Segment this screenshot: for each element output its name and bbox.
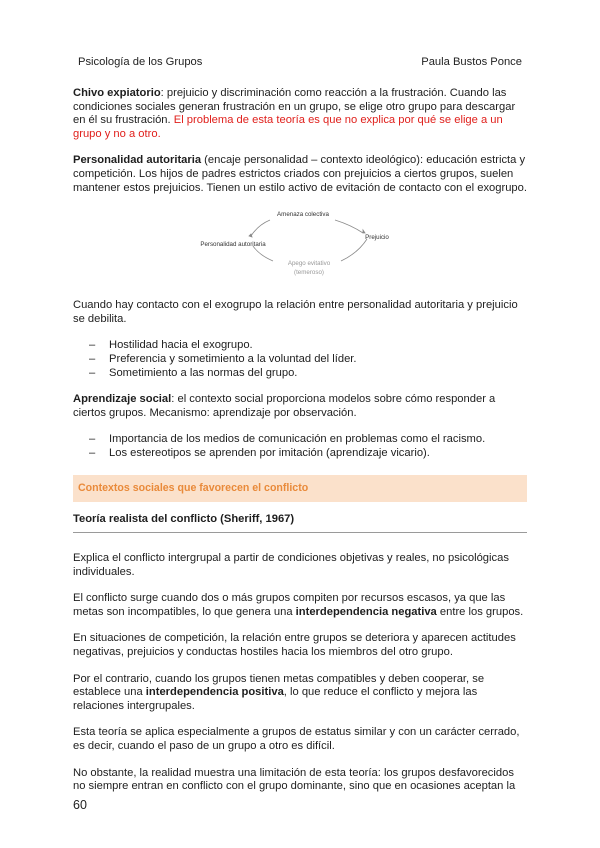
- paragraph-1: Explica el conflicto intergrupal a partir de condiciones objetivas y reales, no psicológicas individuales.: [73, 552, 509, 578]
- header-course-title: Psicología de los Grupos: [78, 56, 203, 68]
- arrowhead-1: [249, 234, 252, 237]
- paragraph-5: Esta teoría se aplica especialmente a grupos de estatus similar y con un carácter cerrado, es decir, cuando el paso de un grupo a otro es difícil.: [73, 726, 520, 753]
- page-number: 60: [73, 798, 87, 812]
- section-divider: [73, 532, 527, 533]
- personality-diagram: [73, 203, 527, 289]
- aprendizaje-social-term: Aprendizaje social: [73, 393, 172, 406]
- section-banner: Contextos sociales que favorecen el conflicto: [73, 475, 527, 502]
- chivo-expiatorio-text: : prejuicio y discriminación como reacción a la frustración. Cuando las condiciones sociales generan frustración en un grupo, se elige otro grupo para descargar en él su frustración.: [73, 87, 516, 127]
- arrow-right-to-bottom: [341, 239, 367, 261]
- aprendizaje-social-paragraph: [73, 393, 527, 420]
- paragraph-2-text-a: El conflicto surge cuando dos o más grupos compiten por recursos escasos, ya que las metas son incompatibles, lo que genera una: [73, 592, 506, 618]
- list-item: – Importancia de los medios de comunicación en problemas como el racismo.: [89, 433, 527, 447]
- diagram-label-bottom-line1: Apego evitativo: [287, 260, 331, 268]
- paragraph-4-text-a: Por el contrario, cuando los grupos tienen metas compatibles y deben cooperar, se establece una: [73, 672, 485, 699]
- paragraph-4-text-c: , lo que reduce el conflicto y mejora las relaciones intergrupales.: [73, 686, 478, 712]
- personalidad-autoritaria-term: Personalidad autoritaria: [73, 154, 202, 167]
- chivo-expiatorio-critique: El problema de esta teoría es que no explica por qué se elige a un grupo y no a otro.: [73, 114, 503, 140]
- paragraph-4: [73, 673, 527, 714]
- diagram-label-top: Amenaza colectiva: [277, 211, 329, 219]
- aprendizaje-social-text: : el contexto social proporciona modelos sobre cómo responder a ciertos grupos. Mecanismo: aprendizaje por observación.: [73, 393, 496, 419]
- page-header: [78, 56, 522, 72]
- paragraph-2-bold: interdependencia negativa: [295, 605, 437, 618]
- paragraph-4-bold: interdependencia positiva: [145, 686, 284, 699]
- paragraph-3: En situaciones de competición, la relación entre grupos se deteriora y aparecen actitudes negativas, prejuicios y conductas hostiles hacia los miembros del otro grupo.: [73, 632, 516, 659]
- diagram-label-left: Personalidad autoritaria: [200, 241, 266, 249]
- diagram-arrows: [249, 220, 367, 261]
- arrowhead-2: [363, 230, 365, 233]
- diagram-label-right: Prejuicio: [365, 234, 389, 242]
- aprendizaje-list: [73, 433, 527, 460]
- paragraph-6: No obstante, la realidad muestra una limitación de esta teoría: los grupos desfavorecidos no siempre entran en conflicto con el grupo dominante, sino que en ocasiones aceptan la: [73, 766, 516, 793]
- header-author: Paula Bustos Ponce: [421, 56, 522, 68]
- contacto-paragraph: Cuando hay contacto con el exogrupo la relación entre personalidad autoritaria y prejuicio se debilita.: [73, 299, 518, 325]
- page-content: [73, 87, 527, 794]
- arrow-left-to-top: [251, 220, 270, 236]
- autoritaria-traits-list: [73, 339, 527, 380]
- section-title: Teoría realista del conflicto (Sheriff, 1967): [73, 512, 295, 525]
- personalidad-autoritaria-text: (encaje personalidad – contexto ideológico): educación estricta y competición. Los hijos de padres estrictos criados con prejuicios a ciertos grupos, suelen mantener estos prejuicios. Tienen un estilo activo de evitación de contacto con el exogrupo.: [73, 154, 527, 194]
- chivo-expiatorio-term: Chivo expiatorio: [73, 87, 161, 99]
- paragraph-2: [73, 592, 527, 619]
- chivo-expiatorio-paragraph: [73, 87, 527, 141]
- list-item: – Preferencia y sometimiento a la voluntad del líder.: [89, 353, 527, 367]
- paragraph-2-text-c: entre los grupos.: [436, 605, 524, 618]
- diagram-label-bottom-line2: (temeroso): [294, 269, 324, 277]
- list-item: – Los estereotipos se aprenden por imitación (aprendizaje vicario).: [89, 447, 527, 461]
- arrow-bottom-to-left: [253, 246, 273, 261]
- arrow-top-to-right: [335, 220, 363, 233]
- list-item: – Sometimiento a las normas del grupo.: [89, 367, 527, 381]
- personalidad-autoritaria-paragraph: [73, 154, 527, 195]
- list-item: – Hostilidad hacia el exogrupo.: [89, 339, 527, 353]
- personality-diagram-svg: [73, 203, 527, 289]
